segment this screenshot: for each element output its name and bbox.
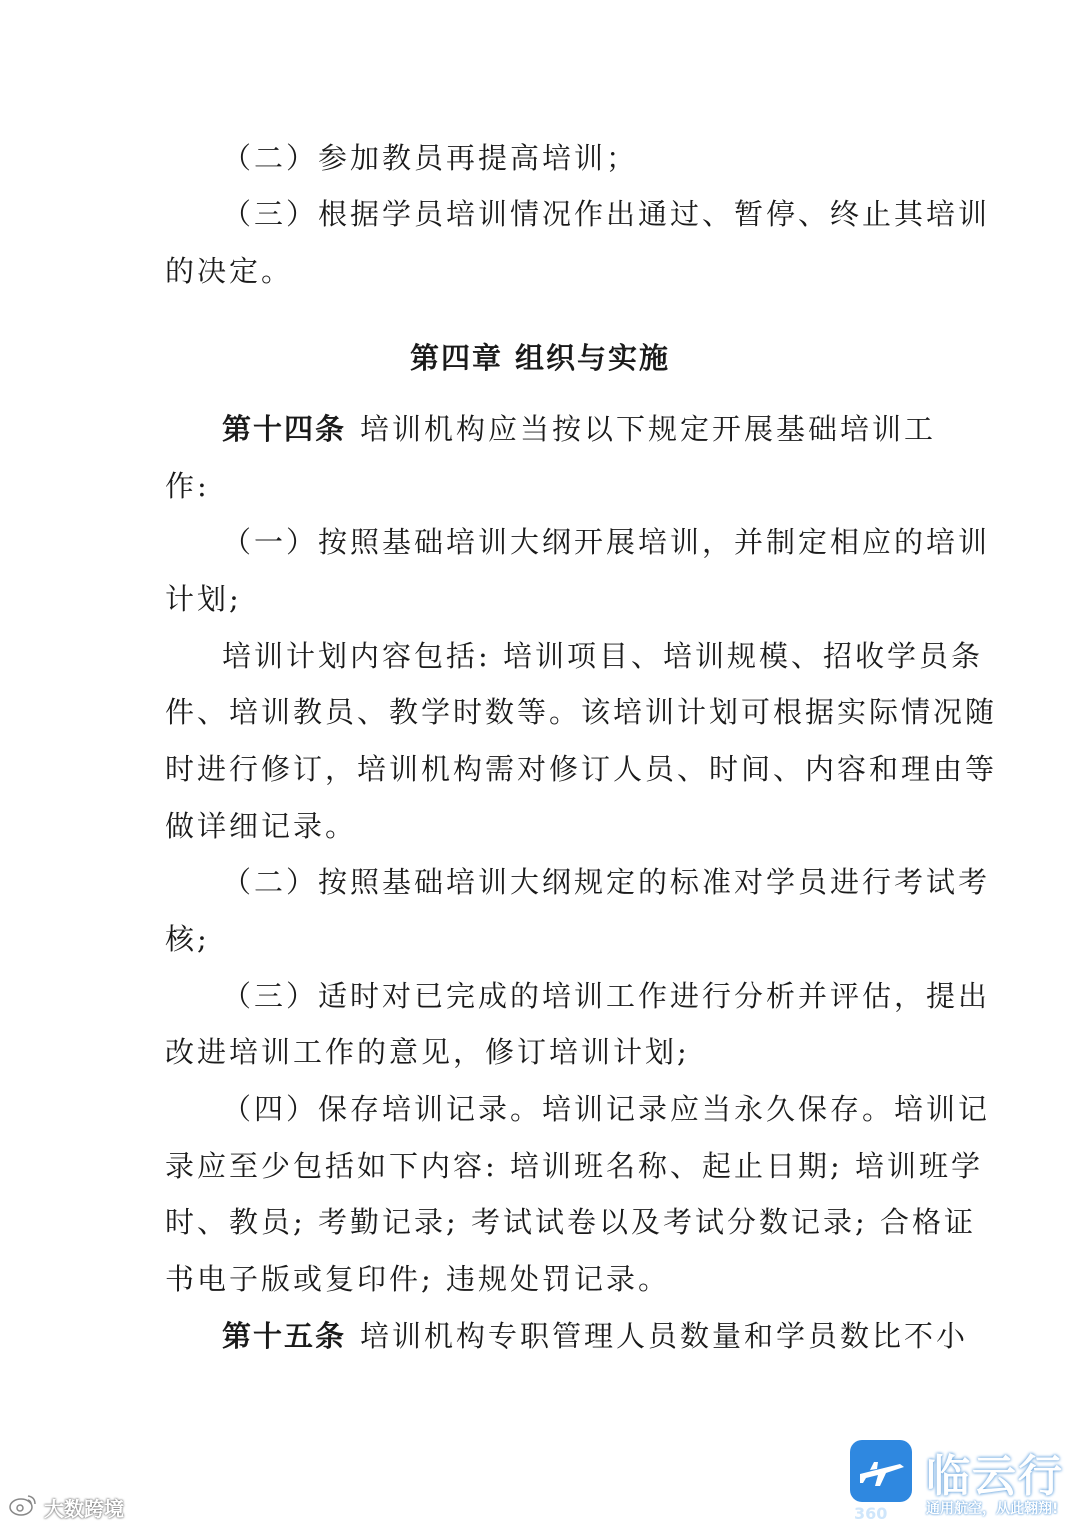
watermark-right-slogan: 通用航空，从此翱翔! [926, 1501, 1059, 1517]
article-14-line-2: 作: [165, 469, 210, 503]
article-14-line-9: （二）按照基础培训大纲规定的标准对学员进行考试考 [222, 865, 991, 899]
airplane-icon [850, 1440, 912, 1502]
watermark-right-name: 临云行 [926, 1451, 1064, 1502]
article-14-line-6: 件、培训教员、教学时数等。该培训计划可根据实际情况随 [165, 695, 998, 729]
article-14-line-15: 时、教员; 考勤记录; 考试试卷以及考试分数记录; 合格证 [165, 1205, 976, 1239]
watermark-right-badge: 360 [854, 1504, 888, 1523]
chapter-title: 第四章 组织与实施 [409, 341, 671, 375]
watermark-left-text: 大数跨境 [44, 1496, 124, 1521]
article-14-line-4: 计划; [165, 582, 242, 616]
article-14-line-5: 培训计划内容包括: 培训项目、培训规模、招收学员条 [222, 639, 983, 673]
item-three-line-2: 的决定。 [165, 254, 294, 288]
article-15-label: 第十五条 [222, 1319, 347, 1353]
watermark-right [850, 1438, 1075, 1526]
article-14-line-14: 录应至少包括如下内容: 培训班名称、起止日期; 培训班学 [165, 1149, 983, 1183]
article-15-heading [222, 1316, 969, 1356]
article-14-heading [222, 409, 937, 449]
article-15-text: 培训机构专职管理人员数量和学员数比不小 [360, 1319, 969, 1353]
item-two-continuation: （二）参加教员再提高培训； [222, 141, 639, 175]
article-14-label: 第十四条 [222, 412, 347, 446]
article-14-line-3: （一）按照基础培训大纲开展培训，并制定相应的培训 [222, 525, 991, 559]
article-14-line-11: （三）适时对已完成的培训工作进行分析并评估，提出 [222, 979, 991, 1013]
article-14-line-13: （四）保存培训记录。培训记录应当永久保存。培训记 [222, 1092, 991, 1126]
watermark-left [8, 1492, 124, 1522]
article-14-line-12: 改进培训工作的意见，修订培训计划; [165, 1035, 690, 1069]
item-three-line-1: （三）根据学员培训情况作出通过、暂停、终止其培训 [222, 197, 991, 231]
article-14-line-1: 培训机构应当按以下规定开展基础培训工 [360, 412, 937, 446]
article-14-line-7: 时进行修订，培训机构需对修订人员、时间、内容和理由等 [165, 752, 998, 786]
article-14-line-8: 做详细记录。 [165, 809, 358, 843]
weibo-icon [8, 1493, 38, 1522]
article-14-line-10: 核; [165, 922, 210, 956]
article-14-line-16: 书电子版或复印件; 违规处罚记录。 [165, 1262, 670, 1296]
